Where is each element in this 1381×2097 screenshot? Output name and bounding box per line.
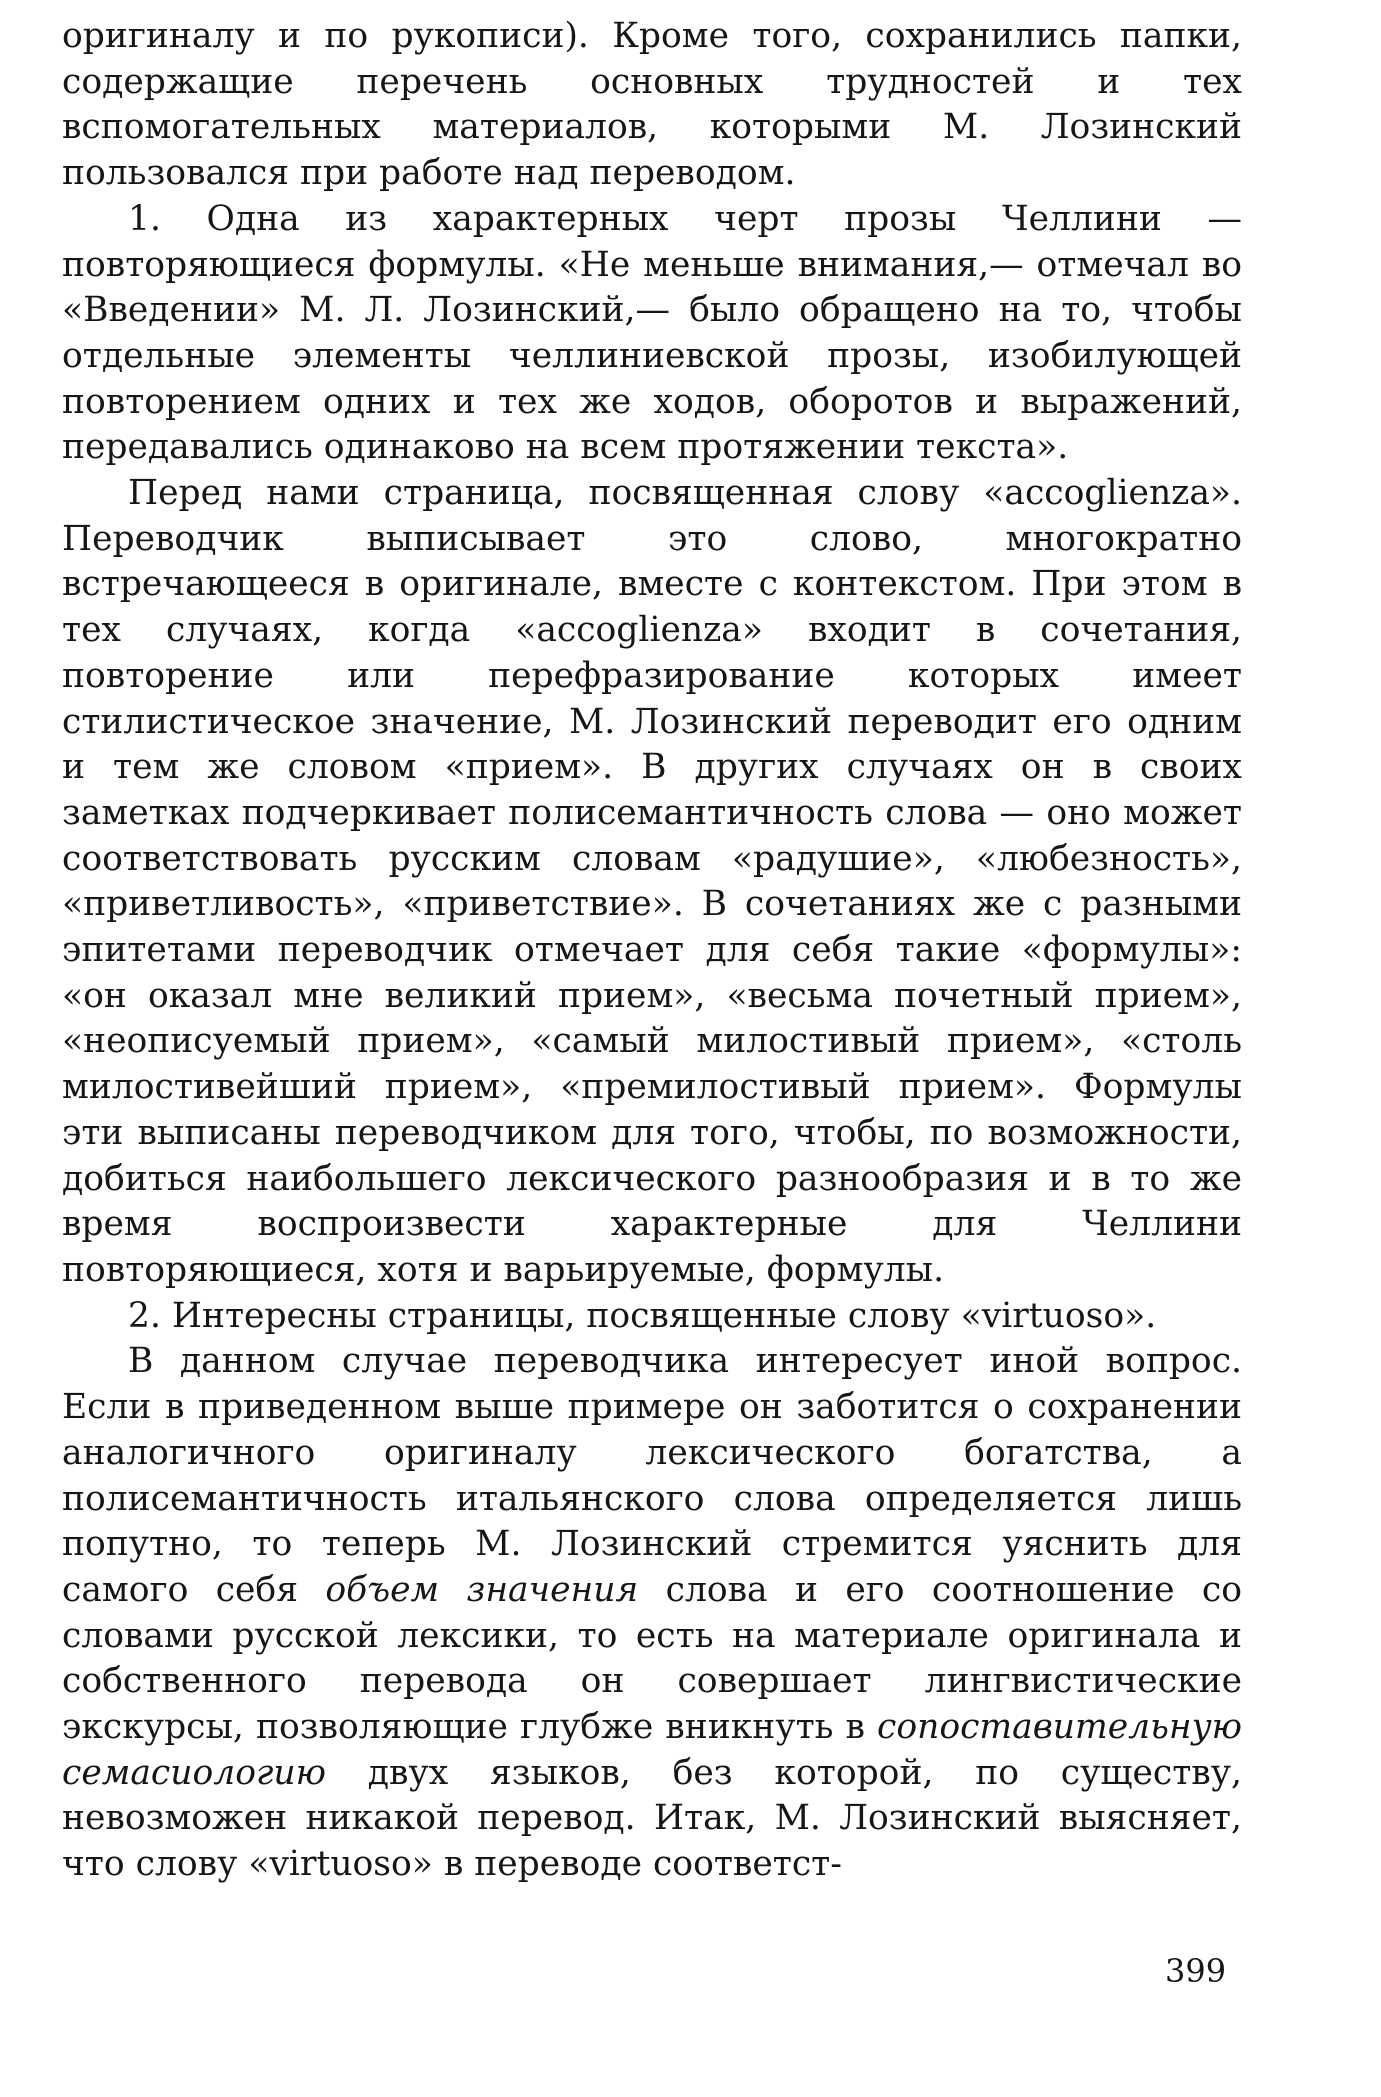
text-run: слова и его соотношение со словами русской лексики, то есть на материале оригинала и собственного перевода он совершает лингвистические экскурсы, позволяющие глубже вникнуть в bbox=[62, 1569, 1242, 1748]
paragraph-semasiology bbox=[62, 1339, 1242, 1887]
text-run: двух языков, без которой, по существу, невозможен никакой перевод. Итак, М. Лозинский выясняет, что слову «virtuoso» в переводе соответст- bbox=[62, 1752, 1242, 1885]
page-number: 399 bbox=[1165, 1952, 1227, 1990]
paragraph-continuation: оригиналу и по рукописи). Кроме того, сохранились папки, содержащие перечень основных трудностей и тех вспомогательных материалов, которыми М. Лозинский пользовался при работе над переводом. bbox=[62, 16, 1242, 194]
text-run: В данном случае переводчика интересует иной вопрос. Если в приведенном выше примере он заботится о сохранении аналогичного оригиналу лексического богатства, а полисемантичность итальянского слова определяется лишь попутно, то теперь М. Лозинский стремится уяснить для самого себя bbox=[62, 1341, 1242, 1610]
paragraph-formulas: 1. Одна из характерных черт прозы Челлини — повторяющиеся формулы. «Не меньше внимания,— отмечал во «Введении» М. Л. Лозинский,— было обращено на то, чтобы отдельные элементы челлиниевской прозы, изобилующей повторением одних и тех же ходов, оборотов и выражений, передавались одинаково на всем протяжении текста». bbox=[62, 198, 1242, 468]
paragraph-virtuoso-intro: 2. Интересны страницы, посвященные слову «virtuoso». bbox=[128, 1295, 1157, 1336]
page-body bbox=[62, 14, 1242, 1888]
paragraph-accoglienza: Перед нами страница, посвященная слову «accoglienza». Переводчик выписывает это слово, многократно встречающееся в оригинале, вместе с контекстом. При этом в тех случаях, когда «accoglienza» входит в сочетания, повторение или перефразирование которых имеет стилистическое значение, М. Лозинский переводит его одним и тем же словом «прием». В других случаях он в своих заметках подчеркивает полисемантичность слова — оно может соответствовать русским словам «радушие», «любезность», «приветливость», «приветствие». В сочетаниях же с разными эпитетами переводчик отмечает для себя такие «формулы»: «он оказал мне великий прием», «весьма почетный прием», «неописуемый прием», «самый милостивый прием», «столь милостивейший прием», «премилостивый прием». Формулы эти выписаны переводчиком для того, чтобы, по возможности, добиться наибольшего лексического разнообразия и в то же время воспроизвести характерные для Челлини повторяющиеся, хотя и варьируемые, формулы. bbox=[62, 473, 1242, 1290]
italic-term-semasiology: сопоставительную семасиологию bbox=[62, 1707, 1242, 1793]
italic-term-scope: объем значения bbox=[325, 1569, 639, 1610]
